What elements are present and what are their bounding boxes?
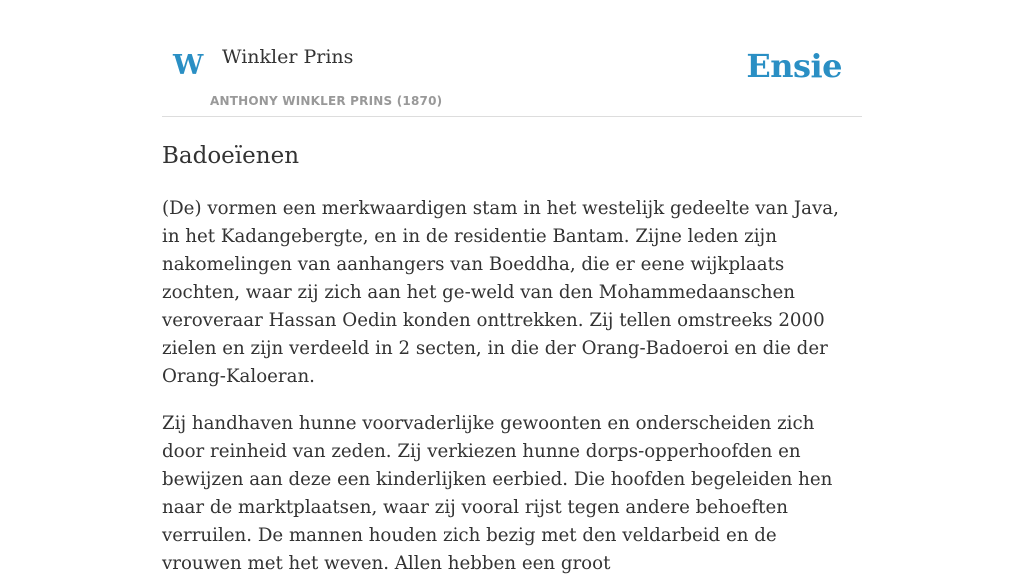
source-header xyxy=(162,0,862,117)
source-logo[interactable]: W xyxy=(173,50,204,81)
page-container xyxy=(162,0,862,578)
article-paragraph-2: Zij handhaven hunne voorvaderlijke gewoonten en onderscheiden zich door reinheid van zeden. Zij verkiezen hunne dorps-opperhoofden en bewijzen aan deze een kinderlijken eerbied. Die hoofden begeleiden hen naar de marktplaatsen, waar zij vooral rijst tegen andere behoeften verruilen. De mannen houden zich bezig met den veldarbeid en de vrouwen met het weven. Allen hebben een groot xyxy=(162,413,833,574)
ensie-brand-logo[interactable]: Ensie xyxy=(746,47,842,85)
article-paragraph-1: (De) vormen een merkwaardigen stam in het westelijk gedeelte van Java, in het Kadangebergte, en in de residentie Bantam. Zijne leden zijn nakomelingen van aanhangers van Boeddha, die er eene wijkplaats zochten, waar zij zich aan het ge-weld van den Mohammedaanschen veroveraar Hassan Oedin konden onttrekken. Zij tellen omstreeks 2000 zielen en zijn verdeeld in 2 secten, in die der Orang-Badoeroi en die der Orang-Kaloeran. xyxy=(162,198,839,387)
entry-title: Badoeïenen xyxy=(162,143,300,169)
source-title-link[interactable]: Winkler Prins xyxy=(222,46,354,68)
source-subtitle: ANTHONY WINKLER PRINS (1870) xyxy=(210,94,443,108)
